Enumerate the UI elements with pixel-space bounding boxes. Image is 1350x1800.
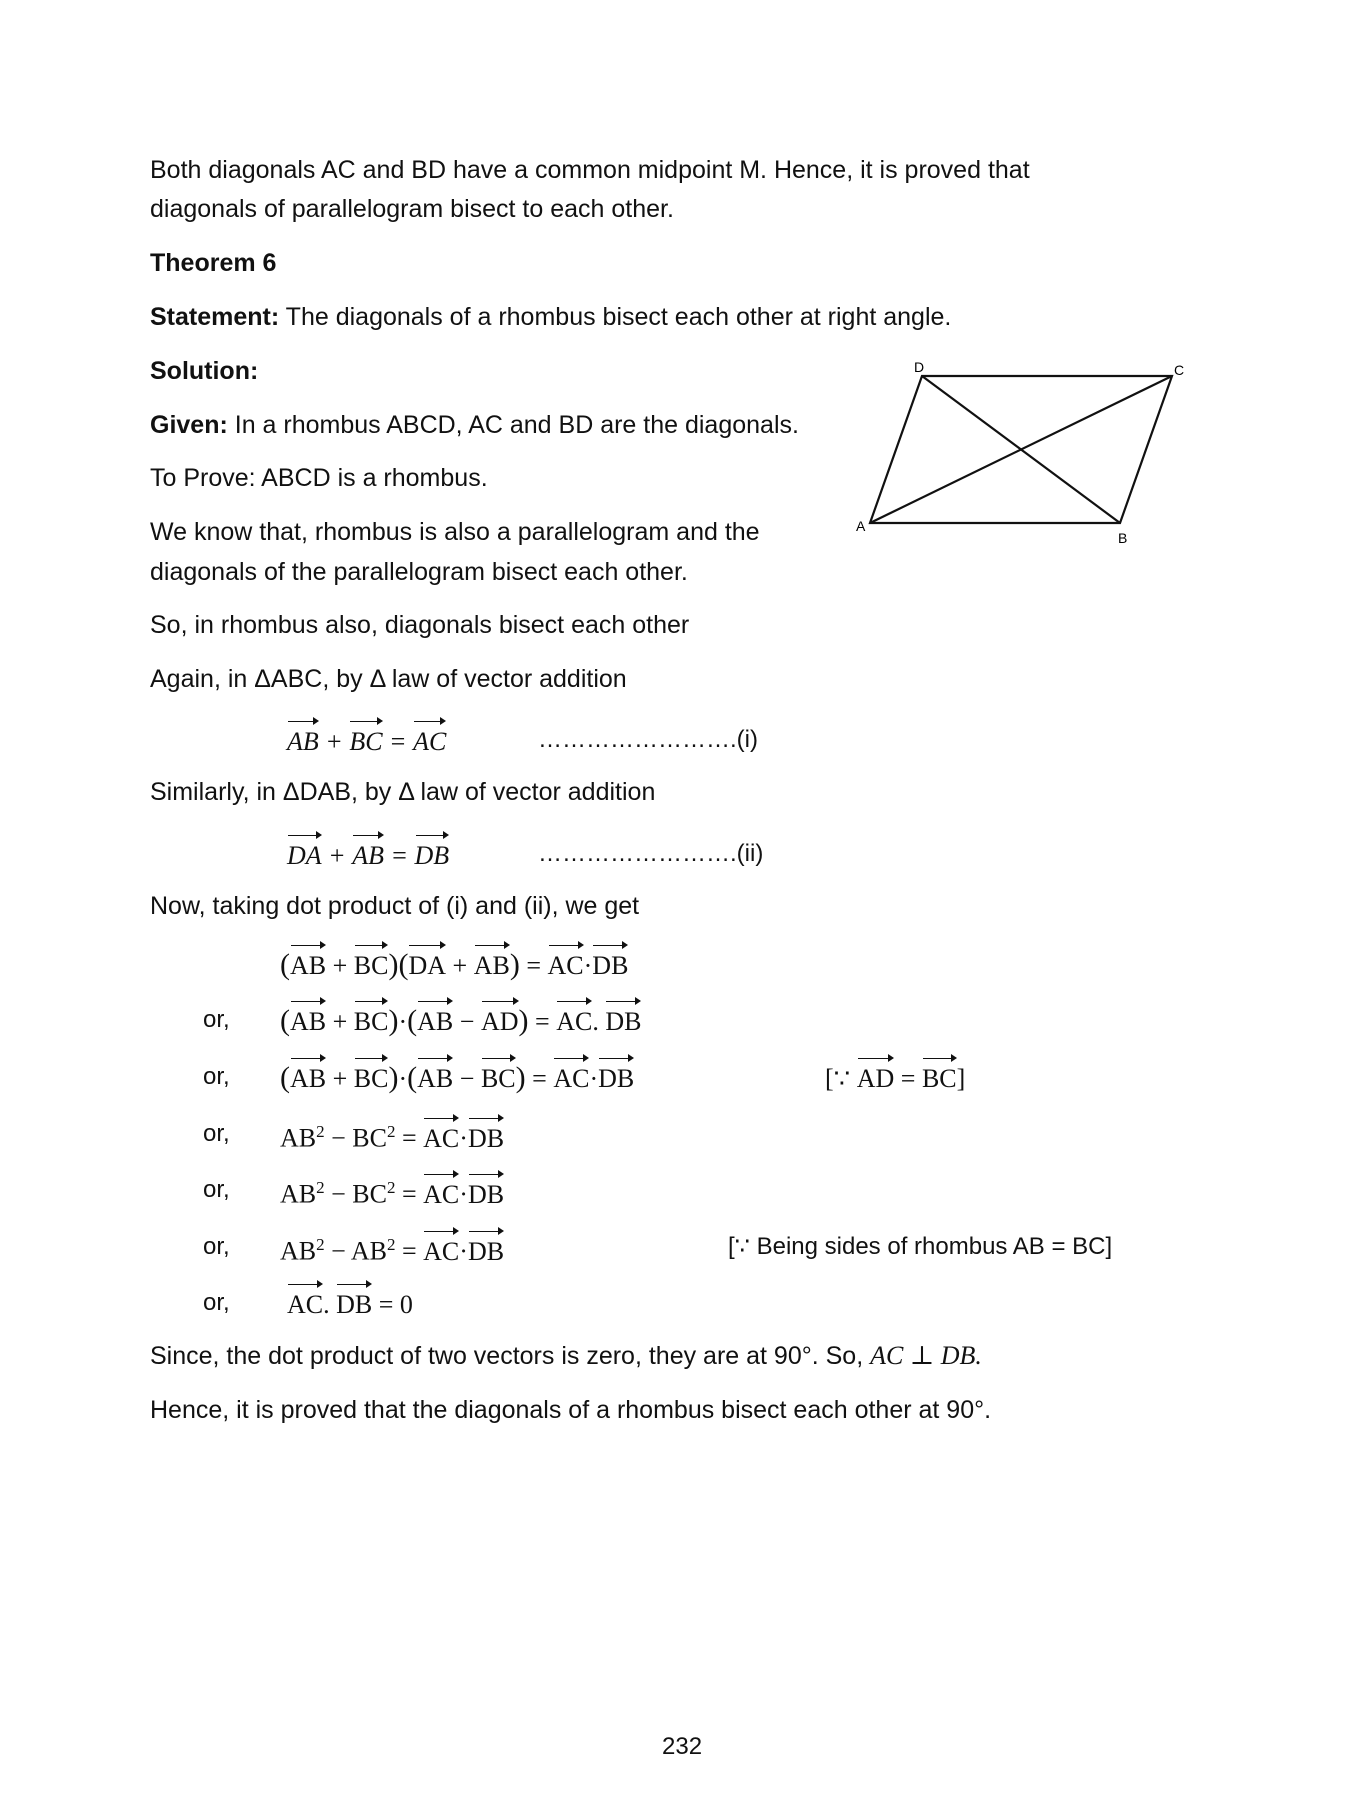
now-line: Now, taking dot product of (i) and (ii), we get — [150, 892, 640, 920]
given-label: Given: — [150, 411, 228, 439]
solution-label: Solution: — [150, 357, 259, 385]
vertex-label-a: A — [856, 518, 866, 534]
hence-line: Hence, it is proved that the diagonals of a rhombus bisect each other at 90°. — [150, 1396, 992, 1424]
intro-line-1: Both diagonals AC and BD have a common midpoint M. Hence, it is proved that — [150, 156, 1030, 184]
since-text: Since, the dot product of two vectors is zero, they are at 90°. So, — [150, 1342, 871, 1370]
rhombus-figure — [850, 355, 1190, 550]
statement — [150, 297, 951, 337]
theorem-title: Theorem 6 — [150, 249, 277, 277]
or-label-7: or, — [203, 1289, 230, 1316]
intro-line-2: diagonals of parallelogram bisect to each other. — [150, 195, 674, 223]
know-line-1: We know that, rhombus is also a parallelogram and the — [150, 518, 760, 546]
statement-text: The diagonals of a rhombus bisect each other at right angle. — [279, 303, 952, 331]
step-1: (AB + BC)(DA + AB) = AC·DB — [280, 942, 628, 986]
again-line: Again, in ΔABC, by Δ law of vector addition — [150, 665, 627, 693]
equation-1: AB + BC = AC — [287, 718, 446, 762]
equation-1-ref: …………………….(i) — [538, 726, 758, 753]
or-label-5: or, — [203, 1176, 230, 1203]
or-label-6: or, — [203, 1233, 230, 1260]
vertex-label-d: D — [914, 359, 925, 375]
similarly-line: Similarly, in ΔDAB, by Δ law of vector addition — [150, 778, 656, 806]
note-ad-equals-bc: [∵ AD = BC] — [825, 1055, 965, 1099]
since-line — [150, 1336, 982, 1376]
vertex-label-c: C — [1174, 362, 1185, 378]
step-6: $AB^2 - AB^2 = AC\cdot DB$ — [280, 1225, 504, 1272]
step-2: (AB + BC)·(AB − AD) = AC. DB — [280, 998, 641, 1042]
equation-2: DA + AB = DB — [287, 832, 449, 876]
or-label-3: or, — [203, 1063, 230, 1090]
step-4: $AB^2 - BC^2 = AC\cdot DB$ — [280, 1112, 504, 1159]
to-prove: To Prove: ABCD is a rhombus. — [150, 464, 488, 492]
diagonal-bd — [922, 376, 1120, 523]
page-number: 232 — [662, 1733, 703, 1760]
note-1-open: [∵ — [825, 1064, 857, 1093]
note-sides-of-rhombus: [∵ Being sides of rhombus AB = BC] — [728, 1233, 1113, 1260]
given-text: In a rhombus ABCD, AC and BD are the diagonals. — [227, 411, 799, 439]
given — [150, 405, 799, 445]
equation-2-ref: …………………….(ii) — [538, 840, 764, 867]
know-line-2: diagonals of the parallelogram bisect each other. — [150, 558, 688, 586]
so-line: So, in rhombus also, diagonals bisect each other — [150, 611, 690, 639]
step-7: AC. DB = 0 — [287, 1281, 413, 1325]
or-label-4: or, — [203, 1120, 230, 1147]
or-label-2: or, — [203, 1006, 230, 1033]
vertex-label-b: B — [1118, 530, 1128, 546]
since-math: AC ⊥ DB. — [870, 1341, 982, 1370]
statement-label: Statement: — [150, 303, 280, 331]
step-5: $AB^2 - BC^2 = AC\cdot DB$ — [280, 1168, 504, 1215]
step-3: (AB + BC)·(AB − BC) = AC·DB — [280, 1055, 634, 1099]
note-1-close: ] — [956, 1064, 966, 1093]
